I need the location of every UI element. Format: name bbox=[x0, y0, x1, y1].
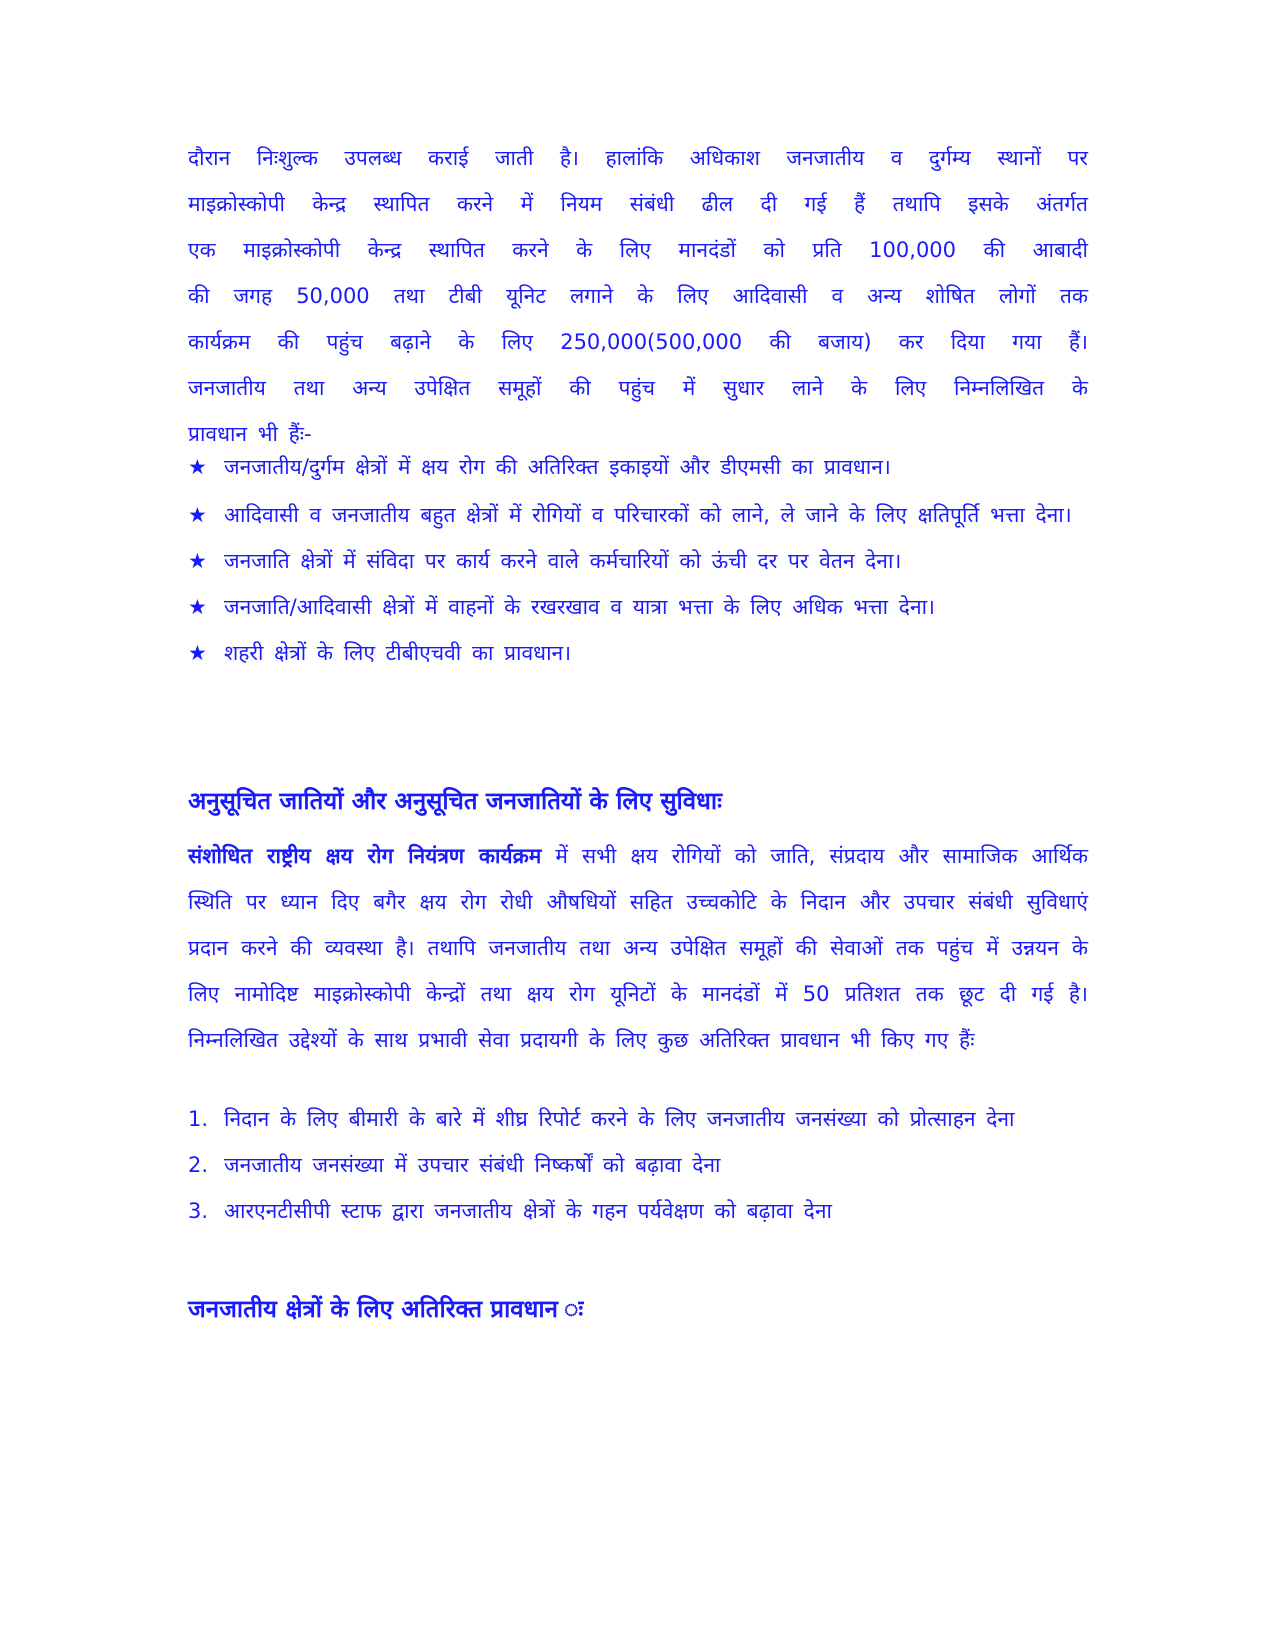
rntcp-paragraph bbox=[188, 833, 1088, 1063]
intro-line: की जगह 50,000 तथा टीबी यूनिट लगाने के लिए आदिवासी व अन्य शोषित लोगों तक bbox=[188, 284, 1088, 308]
star-list-item bbox=[188, 584, 1088, 630]
star-item-text: आदिवासी व जनजातीय बहुत क्षेत्रों में रोगियों व परिचारकों को लाने, ले जाने के लिए क्षतिपूर्ति भत्ता देना। bbox=[224, 503, 1072, 527]
star-item-text: जनजातीय/दुर्गम क्षेत्रों में क्षय रोग की अतिरिक्त इकाइयों और डीएमसी का प्रावधान। bbox=[224, 455, 891, 479]
intro-line: माइक्रोस्कोपी केन्द्र स्थापित करने में नियम संबंधी ढील दी गई हैं तथापि इसके अंतर्गत bbox=[188, 192, 1088, 216]
star-list bbox=[188, 444, 1088, 676]
star-list-item bbox=[188, 538, 1088, 584]
star-list-item bbox=[188, 444, 1088, 490]
star-icon: ★ bbox=[188, 641, 207, 665]
rntcp-text bbox=[188, 833, 1088, 1063]
intro-line: प्रावधान भी हैंः- bbox=[188, 422, 312, 446]
star-icon: ★ bbox=[188, 549, 207, 573]
intro-line: एक माइक्रोस्कोपी केन्द्र स्थापित करने के लिए मानदंडों को प्रति 100,000 की आबादी bbox=[188, 238, 1088, 262]
intro-line: जनजातीय तथा अन्य उपेक्षित समूहों की पहुंच में सुधार लाने के लिए निम्नलिखित के bbox=[188, 376, 1088, 400]
star-item-text: जनजाति/आदिवासी क्षेत्रों में वाहनों के रखरखाव व यात्रा भत्ता के लिए अधिक भत्ता देना। bbox=[224, 595, 936, 619]
numbered-item-text: आरएनटीसीपी स्टाफ द्वारा जनजातीय क्षेत्रों के गहन पर्यवेक्षण को बढ़ावा देना bbox=[224, 1199, 832, 1223]
heading-tribal-provisions: जनजातीय क्षेत्रों के लिए अतिरिक्त प्रावधान ः bbox=[188, 1295, 584, 1323]
item-number: 1. bbox=[188, 1107, 209, 1131]
star-list-item bbox=[188, 630, 1088, 676]
numbered-list-item bbox=[188, 1096, 1088, 1142]
item-number: 3. bbox=[188, 1199, 209, 1223]
intro-line: कार्यक्रम की पहुंच बढ़ाने के लिए 250,000(500,000 की बजाय) कर दिया गया हैं। bbox=[188, 330, 1088, 354]
intro-paragraph bbox=[188, 135, 1088, 457]
numbered-list-item bbox=[188, 1188, 1088, 1234]
numbered-list-item bbox=[188, 1142, 1088, 1188]
item-number: 2. bbox=[188, 1153, 209, 1177]
heading-sc-st-facilities: अनुसूचित जातियों और अनुसूचित जनजातियों के लिए सुविधाः bbox=[188, 787, 722, 815]
star-item-text: जनजाति क्षेत्रों में संविदा पर कार्य करने वाले कर्मचारियों को ऊंची दर पर वेतन देना। bbox=[224, 549, 902, 573]
star-item-text: शहरी क्षेत्रों के लिए टीबीएचवी का प्रावधान। bbox=[224, 641, 572, 665]
section-heading bbox=[188, 1286, 1088, 1332]
rntcp-body: में सभी क्षय रोगियों को जाति, संप्रदाय और सामाजिक आर्थिक स्थिति पर ध्यान दिए बगैर क्षय रोग रोधी औषधियों सहित उच्चकोटि के निदान और उपचार संबंधी सुविधाएं प्रदान करने की व्यवस्था है। तथापि जनजातीय तथा अन्य उपेक्षित समूहों की सेवाओं तक पहुंच में उन्नयन के लिए नामोदिष्ट माइक्रोस्कोपी केन्द्रों तथा क्षय रोग यूनिटों के मानदंडों में 50 प्रतिशत तक छूट दी गई है। निम्नलिखित उद्देश्यों के साथ प्रभावी सेवा प्रदायगी के लिए कुछ अतिरिक्त प्रावधान भी किए गए हैंः bbox=[188, 844, 1088, 1052]
star-list-item bbox=[188, 492, 1088, 538]
program-name: संशोधित राष्ट्रीय क्षय रोग नियंत्रण कार्यक्रम bbox=[188, 844, 542, 868]
star-icon: ★ bbox=[188, 595, 207, 619]
star-icon: ★ bbox=[188, 503, 207, 527]
section-heading bbox=[188, 778, 1088, 824]
intro-line: दौरान निःशुल्क उपलब्ध कराई जाती है। हालांकि अधिकाश जनजातीय व दुर्गम्य स्थानों पर bbox=[188, 146, 1088, 170]
star-icon: ★ bbox=[188, 455, 207, 479]
numbered-item-text: जनजातीय जनसंख्या में उपचार संबंधी निष्कर्षों को बढ़ावा देना bbox=[224, 1153, 721, 1177]
numbered-item-text: निदान के लिए बीमारी के बारे में शीघ्र रिपोर्ट करने के लिए जनजातीय जनसंख्या को प्रोत्साहन देना bbox=[224, 1107, 1015, 1131]
numbered-list bbox=[188, 1096, 1088, 1234]
